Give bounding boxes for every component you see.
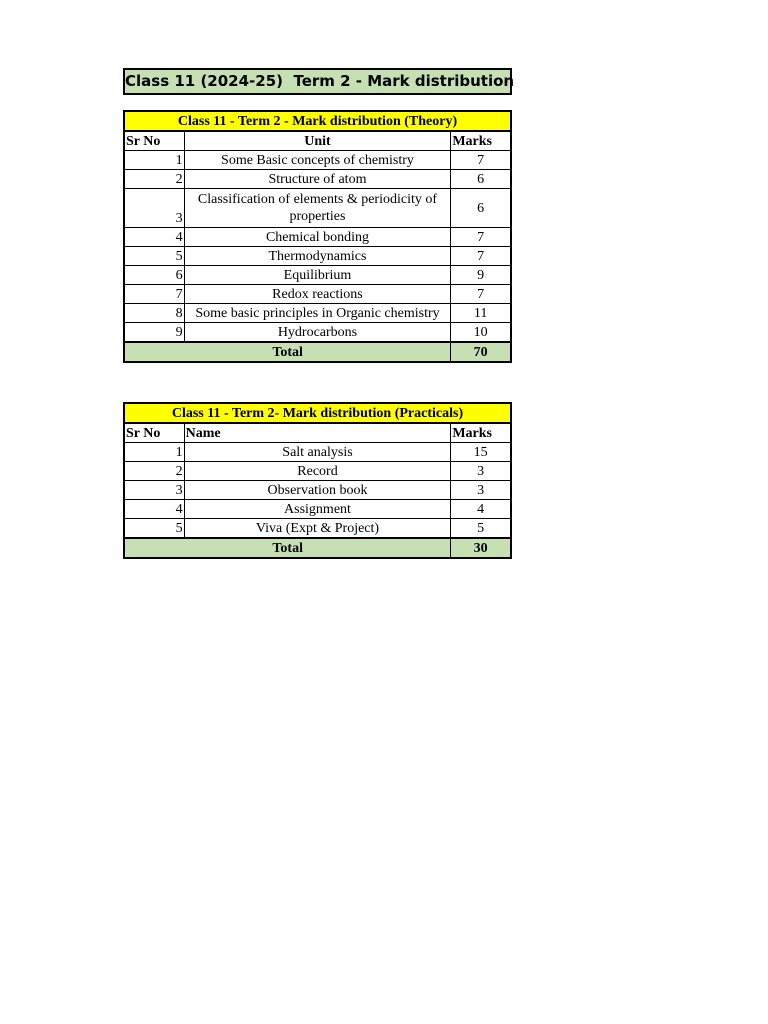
practicals-sr: 3 (124, 481, 184, 500)
table-row (124, 285, 511, 304)
theory-unit: Classification of elements & periodicity of properties (184, 189, 451, 228)
table-row (124, 323, 511, 343)
theory-heading: Class 11 - Term 2 - Mark distribution (Theory) (124, 111, 511, 131)
theory-total-row (124, 342, 511, 362)
theory-table (123, 110, 512, 363)
practicals-name: Record (184, 462, 451, 481)
table-row (124, 189, 511, 228)
theory-marks: 7 (451, 151, 511, 170)
table-row (124, 228, 511, 247)
theory-unit: Hydrocarbons (184, 323, 451, 343)
theory-sr: 3 (124, 189, 184, 228)
theory-marks: 9 (451, 266, 511, 285)
practicals-total-marks: 30 (451, 538, 511, 558)
theory-marks: 11 (451, 304, 511, 323)
practicals-name: Viva (Expt & Project) (184, 519, 451, 539)
theory-sr: 5 (124, 247, 184, 266)
theory-marks: 7 (451, 228, 511, 247)
practicals-name: Observation book (184, 481, 451, 500)
theory-marks: 6 (451, 189, 511, 228)
practicals-marks: 15 (451, 443, 511, 462)
theory-sr: 8 (124, 304, 184, 323)
theory-unit: Thermodynamics (184, 247, 451, 266)
practicals-sr: 1 (124, 443, 184, 462)
practicals-col-marks: Marks (451, 423, 511, 443)
practicals-sr: 4 (124, 500, 184, 519)
practicals-col-sr: Sr No (124, 423, 184, 443)
table-row (124, 170, 511, 189)
theory-unit: Some basic principles in Organic chemistry (184, 304, 451, 323)
practicals-col-name: Name (184, 423, 451, 443)
practicals-marks: 5 (451, 519, 511, 539)
theory-sr: 6 (124, 266, 184, 285)
practicals-table (123, 402, 512, 559)
table-row (124, 500, 511, 519)
theory-unit: Redox reactions (184, 285, 451, 304)
table-row (124, 462, 511, 481)
theory-unit: Equilibrium (184, 266, 451, 285)
theory-col-marks: Marks (451, 131, 511, 151)
table-row (124, 247, 511, 266)
theory-marks: 7 (451, 247, 511, 266)
table-row (124, 151, 511, 170)
practicals-sr: 2 (124, 462, 184, 481)
practicals-name: Salt analysis (184, 443, 451, 462)
theory-sr: 9 (124, 323, 184, 343)
theory-unit: Chemical bonding (184, 228, 451, 247)
table-row (124, 304, 511, 323)
practicals-marks: 3 (451, 481, 511, 500)
practicals-marks: 3 (451, 462, 511, 481)
practicals-heading: Class 11 - Term 2- Mark distribution (Practicals) (124, 403, 511, 423)
theory-sr: 2 (124, 170, 184, 189)
theory-sr: 4 (124, 228, 184, 247)
practicals-total-label: Total (124, 538, 451, 558)
practicals-marks: 4 (451, 500, 511, 519)
practicals-name: Assignment (184, 500, 451, 519)
theory-marks: 10 (451, 323, 511, 343)
theory-marks: 6 (451, 170, 511, 189)
table-row (124, 443, 511, 462)
theory-unit: Structure of atom (184, 170, 451, 189)
theory-total-label: Total (124, 342, 451, 362)
practicals-sr: 5 (124, 519, 184, 539)
page-title: Class 11 (2024-25) Term 2 - Mark distribution (123, 68, 512, 95)
table-row (124, 481, 511, 500)
table-row (124, 519, 511, 539)
theory-sr: 7 (124, 285, 184, 304)
table-row (124, 266, 511, 285)
theory-marks: 7 (451, 285, 511, 304)
theory-sr: 1 (124, 151, 184, 170)
practicals-total-row (124, 538, 511, 558)
theory-unit: Some Basic concepts of chemistry (184, 151, 451, 170)
theory-col-sr: Sr No (124, 131, 184, 151)
theory-col-unit: Unit (184, 131, 451, 151)
theory-total-marks: 70 (451, 342, 511, 362)
